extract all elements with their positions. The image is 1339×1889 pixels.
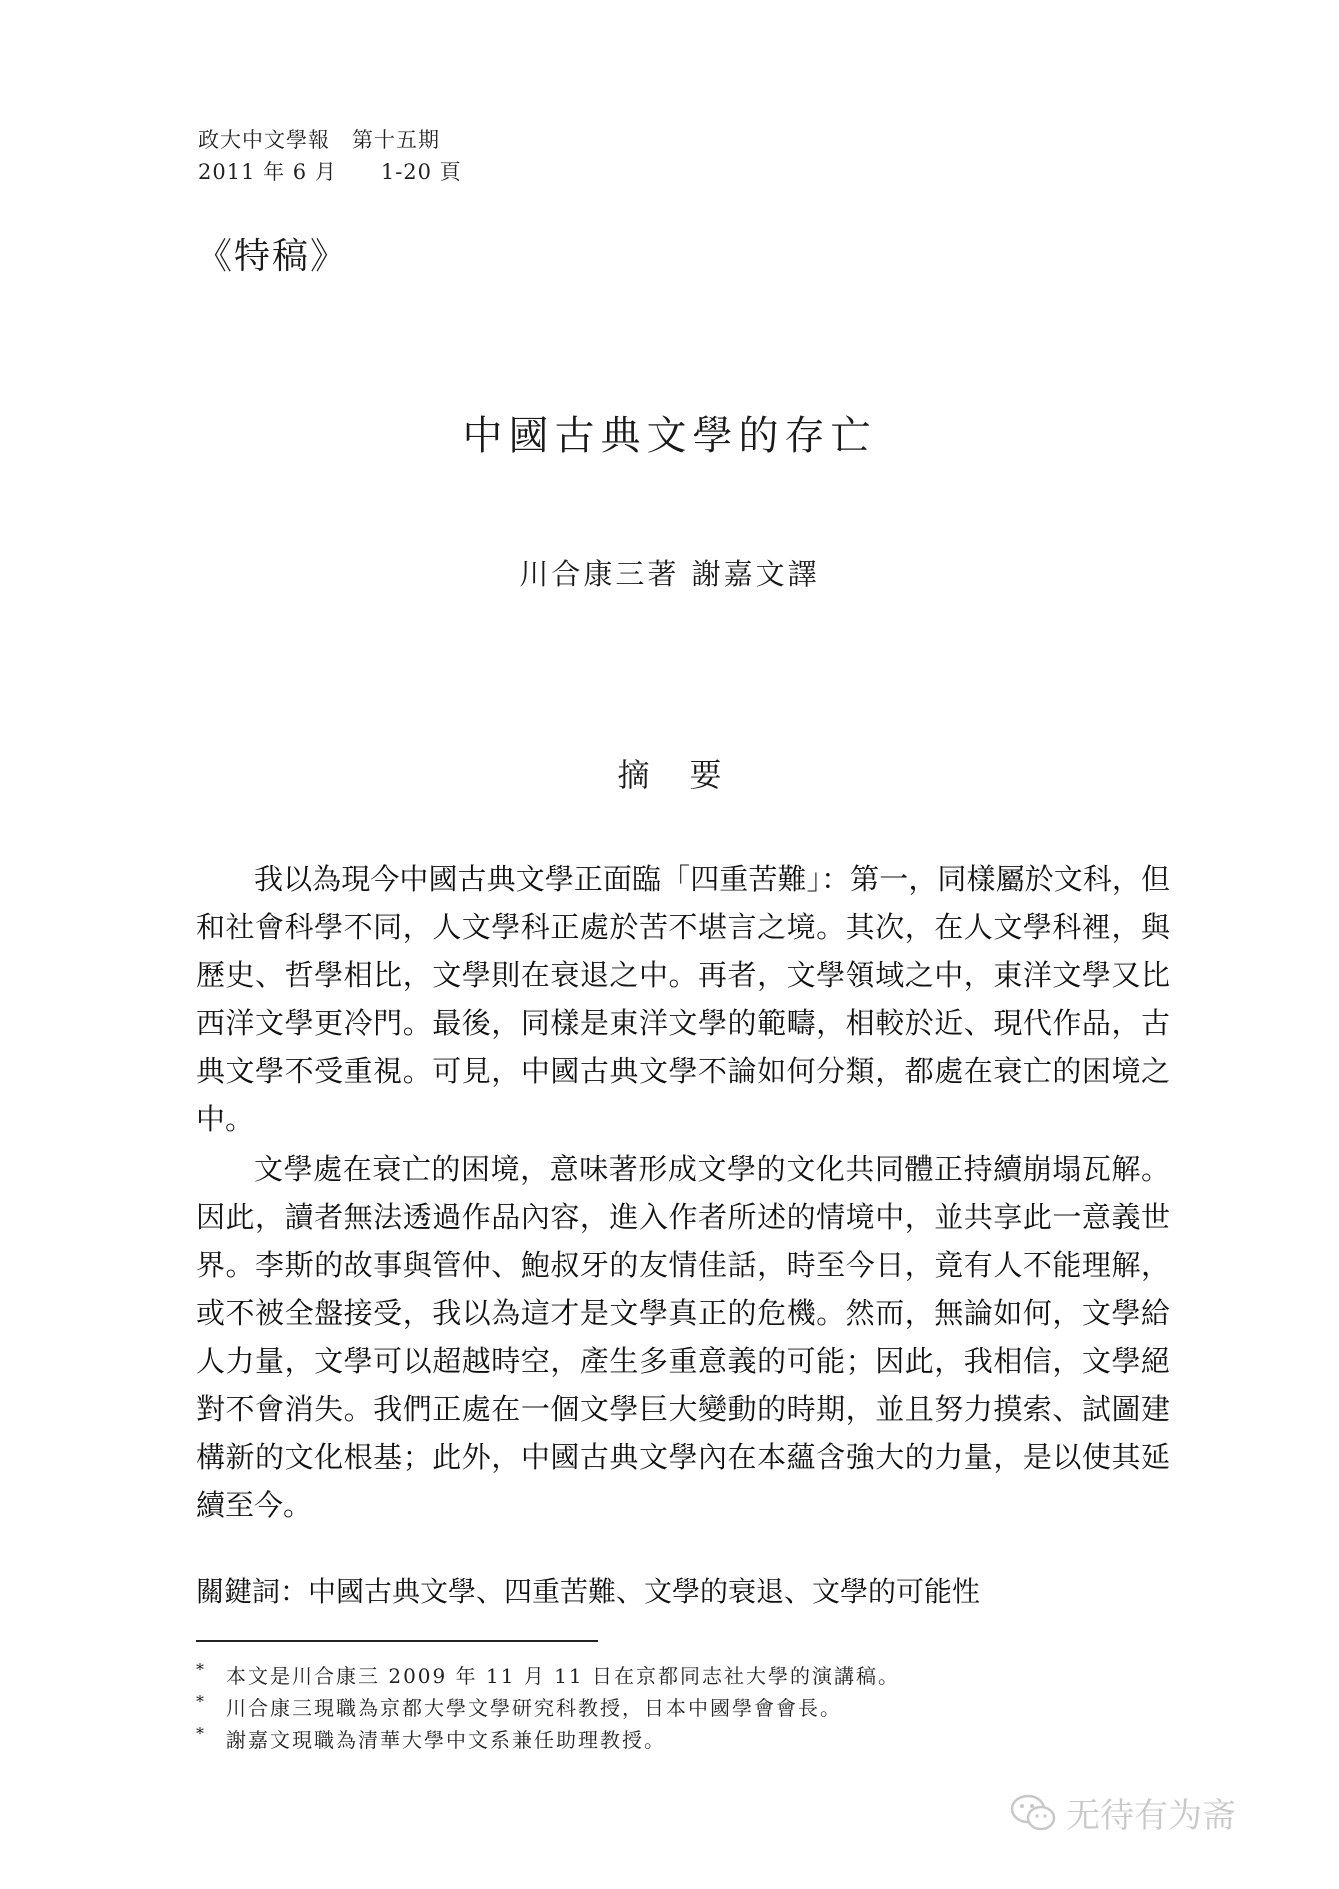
article-title: 中國古典文學的存亡 <box>462 413 877 459</box>
journal-name: 政大中文學報 第十五期 <box>198 128 440 152</box>
abstract-paragraph: 文學處在衰亡的困境，意味著形成文學的文化共同體正持續崩塌瓦解。因此，讀者無法透過作品內容，進入作者所述的情境中，並共享此一意義世界。李斯的故事與管仲、鮑叔牙的友情佳話，時至今日，竟有人不能理解，或不被全盤接受，我以為這才是文學真正的危機。然而，無論如何，文學給人力量，文學可以超越時空，產生多重意義的可能；因此，我相信，文學絕對不會消失。我們正處在一個文學巨大變動的時期，並且努力摸索、試圖建構新的文化根基；此外，中國古典文學內在本蘊含強大的力量，是以使其延續至今。 <box>196 1152 1170 1522</box>
footnote-mark: * <box>196 1660 206 1679</box>
keywords: 關鍵詞：中國古典文學、四重苦難、文學的衰退、文學的可能性 <box>196 1575 981 1608</box>
section-label: 《特稿》 <box>196 236 349 277</box>
footnote <box>196 1724 666 1753</box>
footnote-mark: * <box>196 1692 206 1711</box>
journal-date-pages: 2011 年 6 月 1-20 頁 <box>198 160 462 184</box>
watermark-text: 无待有为斋 <box>1066 1796 1236 1836</box>
article-authors: 川合康三著 謝嘉文譯 <box>519 557 820 591</box>
footnote <box>196 1660 900 1689</box>
abstract-heading: 摘要 <box>617 756 762 794</box>
footnote-text: 川合康三現職為京都大學文學研究科教授，日本中國學會會長。 <box>226 1696 842 1720</box>
abstract-paragraph: 我以為現今中國古典文學正面臨「四重苦難」：第一，同樣屬於文科，但和社會科學不同，人文學科正處於苦不堪言之境。其次，在人文學科裡，與歷史、哲學相比，文學則在衰退之中。再者，文學領域之中，東洋文學又比西洋文學更冷門。最後，同樣是東洋文學的範疇，相較於近、現代作品，古典文學不受重視。可見，中國古典文學不論如何分類，都處在衰亡的困境之中。 <box>196 862 1170 1136</box>
watermark <box>1010 1788 1236 1837</box>
footnote-text: 本文是川合康三 2009 年 11 月 11 日在京都同志社大學的演講稿。 <box>226 1664 900 1688</box>
wechat-icon <box>1010 1793 1058 1833</box>
footnote-divider <box>196 1640 598 1642</box>
footnote-mark: * <box>196 1724 206 1743</box>
footnote-text: 謝嘉文現職為清華大學中文系兼任助理教授。 <box>226 1728 666 1752</box>
footnote <box>196 1692 842 1721</box>
